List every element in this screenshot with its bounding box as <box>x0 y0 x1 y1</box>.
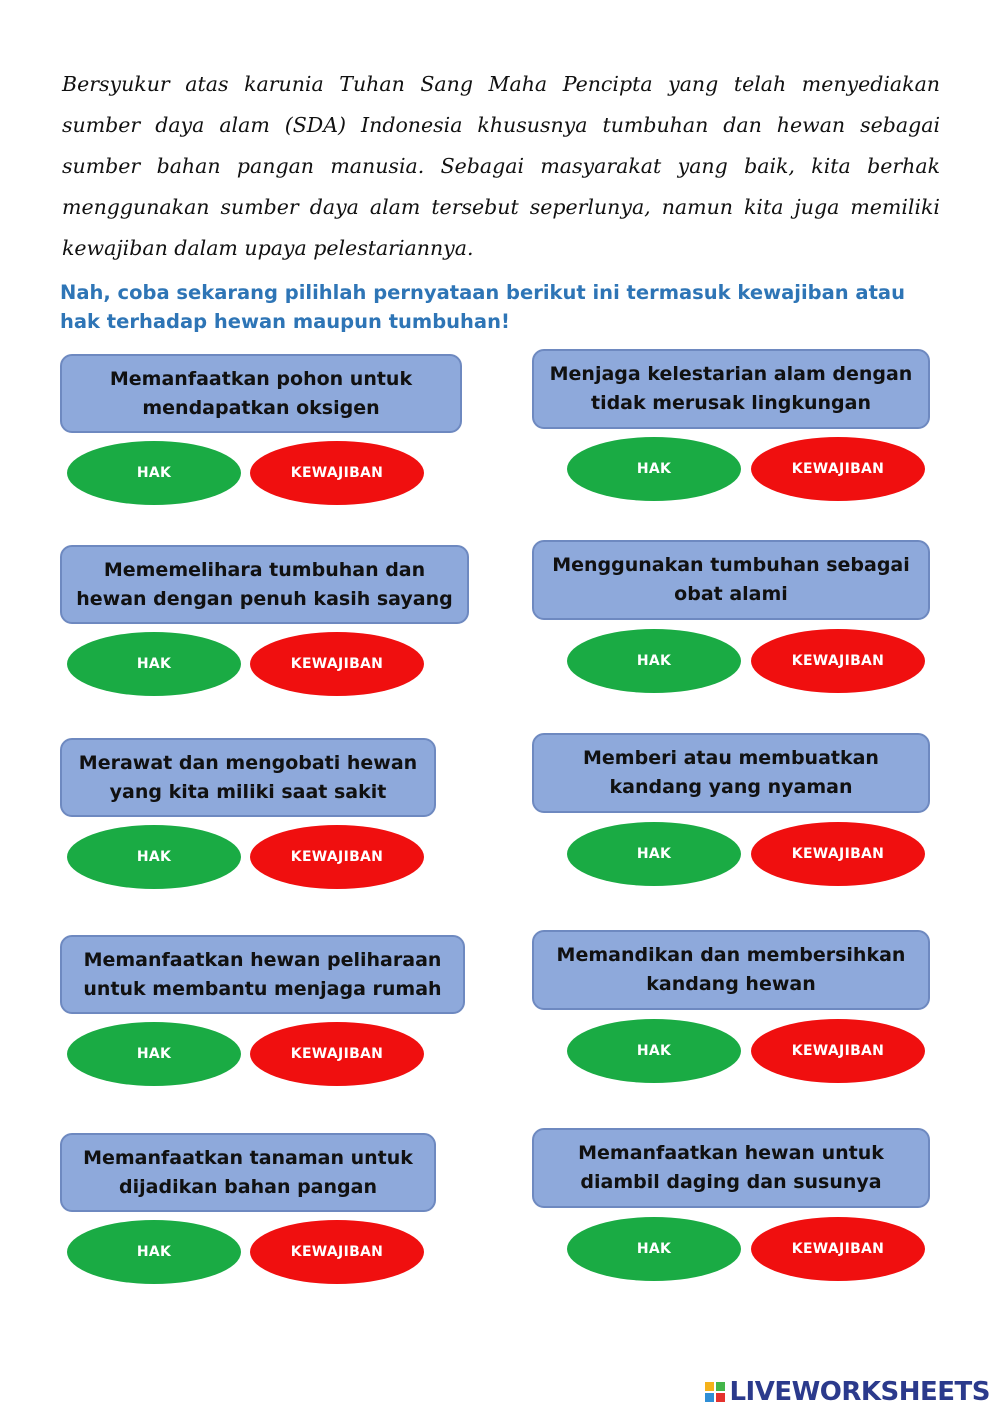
statement-card-9: Memanfaatkan tanaman untuk dijadikan bahan pangan <box>60 1133 436 1212</box>
statement-card-1: Memanfaatkan pohon untuk mendapatkan oksigen <box>60 354 462 433</box>
kewajiban-button-5[interactable]: KEWAJIBAN <box>250 825 424 889</box>
kewajiban-button-10[interactable]: KEWAJIBAN <box>751 1217 925 1281</box>
statement-card-10: Memanfaatkan hewan untuk diambil daging dan susunya <box>532 1128 930 1208</box>
hak-button-4[interactable]: HAK <box>567 629 741 693</box>
kewajiban-button-6[interactable]: KEWAJIBAN <box>751 822 925 886</box>
kewajiban-button-2[interactable]: KEWAJIBAN <box>751 437 925 501</box>
statement-card-4: Menggunakan tumbuhan sebagai obat alami <box>532 540 930 620</box>
liveworksheets-logo <box>705 1377 990 1407</box>
hak-button-9[interactable]: HAK <box>67 1220 241 1284</box>
kewajiban-button-9[interactable]: KEWAJIBAN <box>250 1220 424 1284</box>
intro-paragraph: Bersyukur atas karunia Tuhan Sang Maha Pencipta yang telah menyediakan sumber daya alam (SDA) Indonesia khususnya tumbuhan dan hewan sebagai sumber bahan pangan manusia. Sebagai masyarakat yang baik, kita berhak menggunakan sumber daya alam tersebut seperlunya, namun kita juga memiliki kewajiban dalam upaya pelestariannya. <box>62 72 940 260</box>
kewajiban-button-7[interactable]: KEWAJIBAN <box>250 1022 424 1086</box>
hak-button-10[interactable]: HAK <box>567 1217 741 1281</box>
kewajiban-button-4[interactable]: KEWAJIBAN <box>751 629 925 693</box>
statement-card-3: Mememelihara tumbuhan dan hewan dengan penuh kasih sayang <box>60 545 469 624</box>
hak-button-8[interactable]: HAK <box>567 1019 741 1083</box>
liveworksheets-logo-text: LIVEWORKSHEETS <box>729 1377 990 1407</box>
instruction-text: Nah, coba sekarang pilihlah pernyataan berikut ini termasuk kewajiban atau hak terhadap hewan maupun tumbuhan! <box>60 281 905 333</box>
hak-button-2[interactable]: HAK <box>567 437 741 501</box>
statement-card-2: Menjaga kelestarian alam dengan tidak merusak lingkungan <box>532 349 930 429</box>
statement-card-5: Merawat dan mengobati hewan yang kita miliki saat sakit <box>60 738 436 817</box>
statement-card-7: Memanfaatkan hewan peliharaan untuk membantu menjaga rumah <box>60 935 465 1014</box>
hak-button-5[interactable]: HAK <box>67 825 241 889</box>
hak-button-3[interactable]: HAK <box>67 632 241 696</box>
hak-button-1[interactable]: HAK <box>67 441 241 505</box>
kewajiban-button-1[interactable]: KEWAJIBAN <box>250 441 424 505</box>
kewajiban-button-3[interactable]: KEWAJIBAN <box>250 632 424 696</box>
hak-button-7[interactable]: HAK <box>67 1022 241 1086</box>
statement-card-6: Memberi atau membuatkan kandang yang nyaman <box>532 733 930 813</box>
kewajiban-button-8[interactable]: KEWAJIBAN <box>751 1019 925 1083</box>
statement-card-8: Memandikan dan membersihkan kandang hewan <box>532 930 930 1010</box>
hak-button-6[interactable]: HAK <box>567 822 741 886</box>
liveworksheets-logo-icon <box>705 1382 725 1402</box>
